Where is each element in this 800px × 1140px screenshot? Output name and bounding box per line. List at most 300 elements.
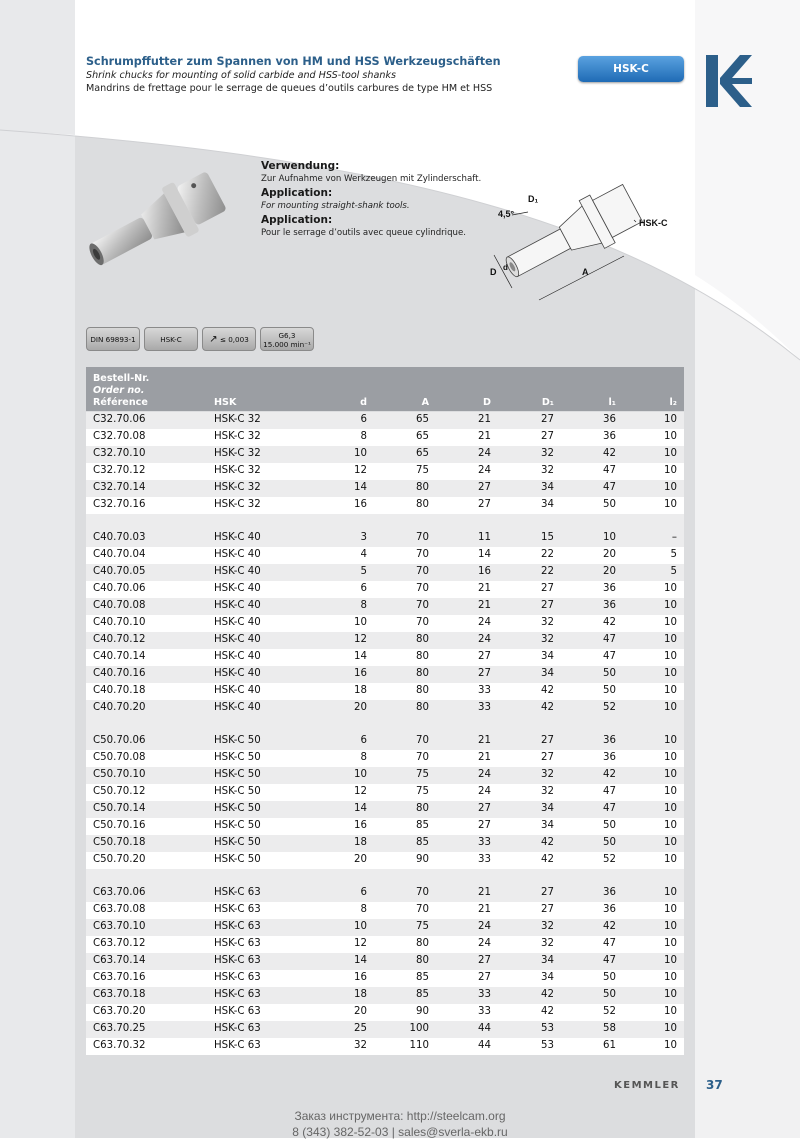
header-l2: l₂ — [669, 397, 677, 408]
big-d-value: 24 — [478, 617, 491, 628]
d1-value: 34 — [541, 651, 554, 662]
big-d-label: D — [490, 267, 497, 277]
d1-value: 27 — [541, 431, 554, 442]
big-d-value: 33 — [478, 837, 491, 848]
d1-value: 42 — [541, 854, 554, 865]
usage-heading-french: Application: — [261, 214, 333, 226]
l2-value: 10 — [664, 465, 677, 476]
table-row — [86, 530, 684, 547]
a-value: 70 — [416, 549, 429, 560]
d-value: 8 — [360, 904, 367, 915]
table-row — [86, 581, 684, 598]
d-value: 3 — [360, 532, 367, 543]
order-number: C32.70.12 — [93, 465, 146, 476]
title-english: Shrink chucks for mounting of solid carbide and HSS-tool shanks — [86, 70, 396, 81]
d-value: 12 — [354, 465, 367, 476]
l1-value: 50 — [603, 972, 616, 983]
table-row — [86, 700, 684, 717]
hsk-size: HSK-C 50 — [214, 769, 261, 780]
l2-value: 10 — [664, 921, 677, 932]
d1-value: 27 — [541, 752, 554, 763]
l2-value: 10 — [664, 482, 677, 493]
hsk-chip: HSK-C — [144, 327, 198, 351]
d-value: 20 — [354, 854, 367, 865]
big-d-value: 27 — [478, 668, 491, 679]
table-header — [86, 367, 684, 411]
l1-value: 42 — [603, 617, 616, 628]
l1-value: 50 — [603, 989, 616, 1000]
product-photo — [86, 160, 236, 280]
a-value: 70 — [416, 752, 429, 763]
order-number: C32.70.16 — [93, 499, 146, 510]
d1-value: 15 — [541, 532, 554, 543]
big-d-value: 21 — [478, 735, 491, 746]
d1-value: 34 — [541, 668, 554, 679]
hsk-size: HSK-C 32 — [214, 448, 261, 459]
big-d-value: 21 — [478, 600, 491, 611]
table-row — [86, 750, 684, 767]
big-d-value: 21 — [478, 904, 491, 915]
l2-value: 10 — [664, 617, 677, 628]
d1-value: 34 — [541, 803, 554, 814]
a-value: 80 — [416, 634, 429, 645]
a-value: 65 — [416, 414, 429, 425]
l1-value: 36 — [603, 431, 616, 442]
l1-value: 42 — [603, 921, 616, 932]
a-value: 75 — [416, 769, 429, 780]
header-a: A — [421, 397, 429, 408]
l2-value: 5 — [670, 566, 677, 577]
table-row — [86, 649, 684, 666]
hsk-size: HSK-C 40 — [214, 702, 261, 713]
l1-value: 36 — [603, 600, 616, 611]
d1-value: 32 — [541, 465, 554, 476]
order-number: C40.70.04 — [93, 549, 146, 560]
usage-heading-english: Application: — [261, 187, 333, 199]
l2-value: 10 — [664, 786, 677, 797]
d1-value: 42 — [541, 1006, 554, 1017]
order-number: C63.70.25 — [93, 1023, 146, 1034]
d1-value: 34 — [541, 482, 554, 493]
a-value: 80 — [416, 702, 429, 713]
footer-brand: KEMMLER — [614, 1080, 680, 1091]
d1-value: 32 — [541, 769, 554, 780]
order-number: C50.70.14 — [93, 803, 146, 814]
d1-value: 32 — [541, 448, 554, 459]
l1-value: 47 — [603, 482, 616, 493]
d-value: 6 — [360, 414, 367, 425]
d-value: 18 — [354, 837, 367, 848]
d-value: 18 — [354, 989, 367, 1000]
l2-value: 10 — [664, 735, 677, 746]
l1-value: 50 — [603, 668, 616, 679]
a-value: 85 — [416, 820, 429, 831]
order-number: C40.70.20 — [93, 702, 146, 713]
l2-value: 10 — [664, 685, 677, 696]
order-number: C32.70.08 — [93, 431, 146, 442]
table-row — [86, 1038, 684, 1055]
l1-value: 36 — [603, 414, 616, 425]
d-value: 10 — [354, 448, 367, 459]
d-value: 14 — [354, 955, 367, 966]
d-value: 5 — [360, 566, 367, 577]
footer-contact — [200, 1108, 600, 1140]
big-d-value: 21 — [478, 431, 491, 442]
balance-chip: G6,3 15.000 min⁻¹ — [260, 327, 314, 351]
hsk-size: HSK-C 63 — [214, 938, 261, 949]
d1-value: 27 — [541, 887, 554, 898]
hsk-size: HSK-C 63 — [214, 904, 261, 915]
a-value: 75 — [416, 921, 429, 932]
l2-value: 10 — [664, 651, 677, 662]
d-value: 16 — [354, 668, 367, 679]
d-value: 16 — [354, 972, 367, 983]
order-number: C50.70.12 — [93, 786, 146, 797]
big-d-value: 21 — [478, 414, 491, 425]
l2-value: 10 — [664, 904, 677, 915]
d-value: 6 — [360, 887, 367, 898]
table-row — [86, 733, 684, 750]
d-value: 10 — [354, 769, 367, 780]
hsk-size: HSK-C 40 — [214, 634, 261, 645]
order-number: C50.70.08 — [93, 752, 146, 763]
hsk-size: HSK-C 50 — [214, 820, 261, 831]
d1-value: 27 — [541, 600, 554, 611]
d1-value: 53 — [541, 1023, 554, 1034]
order-number: C40.70.12 — [93, 634, 146, 645]
group-separator — [86, 717, 684, 733]
table-row — [86, 902, 684, 919]
d-value: 25 — [354, 1023, 367, 1034]
l2-value: 10 — [664, 1023, 677, 1034]
d-value: 16 — [354, 499, 367, 510]
l2-value: 10 — [664, 583, 677, 594]
l1-value: 52 — [603, 1006, 616, 1017]
hsk-size: HSK-C 32 — [214, 499, 261, 510]
hsk-size: HSK-C 40 — [214, 668, 261, 679]
order-number: C32.70.14 — [93, 482, 146, 493]
hsk-size: HSK-C 50 — [214, 837, 261, 848]
arrow-icon: ↗ — [209, 334, 218, 345]
table-row — [86, 632, 684, 649]
big-d-value: 24 — [478, 938, 491, 949]
a-value: 85 — [416, 989, 429, 1000]
l1-value: 47 — [603, 786, 616, 797]
l2-value: 10 — [664, 499, 677, 510]
hsk-size: HSK-C 50 — [214, 786, 261, 797]
order-number: C63.70.08 — [93, 904, 146, 915]
big-d-value: 21 — [478, 887, 491, 898]
order-number: C63.70.10 — [93, 921, 146, 932]
table-row — [86, 598, 684, 615]
usage-heading-german: Verwendung: — [261, 160, 340, 172]
l1-value: 20 — [603, 549, 616, 560]
l2-value: 10 — [664, 938, 677, 949]
hsk-size: HSK-C 50 — [214, 735, 261, 746]
runout-chip: ↗ ≤ 0,003 — [202, 327, 256, 351]
a-value: 80 — [416, 803, 429, 814]
big-d-value: 27 — [478, 651, 491, 662]
l1-value: 50 — [603, 499, 616, 510]
big-d-value: 27 — [478, 803, 491, 814]
table-row — [86, 564, 684, 581]
big-d-value: 33 — [478, 685, 491, 696]
l2-value: 10 — [664, 769, 677, 780]
big-d-value: 16 — [478, 566, 491, 577]
order-number: C50.70.18 — [93, 837, 146, 848]
l1-value: 42 — [603, 448, 616, 459]
l2-value: 10 — [664, 820, 677, 831]
hsk-size: HSK-C 63 — [214, 989, 261, 1000]
order-number: C40.70.16 — [93, 668, 146, 679]
big-d-value: 27 — [478, 955, 491, 966]
hsk-size: HSK-C 40 — [214, 600, 261, 611]
l1-value: 36 — [603, 904, 616, 915]
order-number: C40.70.18 — [93, 685, 146, 696]
d-value: 12 — [354, 786, 367, 797]
table-row — [86, 480, 684, 497]
hsk-size: HSK-C 40 — [214, 566, 261, 577]
a-value: 80 — [416, 499, 429, 510]
big-d-value: 24 — [478, 634, 491, 645]
l1-value: 42 — [603, 769, 616, 780]
order-number: C40.70.08 — [93, 600, 146, 611]
order-number: C32.70.10 — [93, 448, 146, 459]
product-table — [86, 412, 684, 1055]
a-value: 80 — [416, 482, 429, 493]
d1-value: 27 — [541, 414, 554, 425]
order-number: C40.70.05 — [93, 566, 146, 577]
l1-value: 47 — [603, 651, 616, 662]
d1-value: 27 — [541, 735, 554, 746]
table-row — [86, 970, 684, 987]
order-number: C63.70.06 — [93, 887, 146, 898]
big-d-value: 24 — [478, 769, 491, 780]
big-d-value: 33 — [478, 989, 491, 1000]
big-d-value: 21 — [478, 752, 491, 763]
order-number: C40.70.06 — [93, 583, 146, 594]
d1-value: 34 — [541, 820, 554, 831]
l2-value: 10 — [664, 752, 677, 763]
l2-value: 10 — [664, 955, 677, 966]
hsk-size: HSK-C 40 — [214, 617, 261, 628]
d1-value: 27 — [541, 583, 554, 594]
table-row — [86, 987, 684, 1004]
order-number: C63.70.18 — [93, 989, 146, 1000]
big-d-value: 33 — [478, 702, 491, 713]
a-value: 70 — [416, 735, 429, 746]
big-d-value: 33 — [478, 1006, 491, 1017]
d1-value: 32 — [541, 617, 554, 628]
order-number: C63.70.14 — [93, 955, 146, 966]
d-value: 8 — [360, 600, 367, 611]
a-value: 80 — [416, 651, 429, 662]
order-number: C32.70.06 — [93, 414, 146, 425]
l1-value: 20 — [603, 566, 616, 577]
d-value: 12 — [354, 634, 367, 645]
d1-value: 32 — [541, 938, 554, 949]
table-row — [86, 767, 684, 784]
l2-value: 10 — [664, 431, 677, 442]
hsk-size: HSK-C 40 — [214, 651, 261, 662]
hsk-size: HSK-C 40 — [214, 685, 261, 696]
order-number: C63.70.16 — [93, 972, 146, 983]
hsk-size: HSK-C 32 — [214, 482, 261, 493]
l1-value: 52 — [603, 702, 616, 713]
l2-value: 5 — [670, 549, 677, 560]
group-separator — [86, 869, 684, 885]
big-d-value: 24 — [478, 786, 491, 797]
l2-value: 10 — [664, 1006, 677, 1017]
d-value: 6 — [360, 735, 367, 746]
d1-value: 42 — [541, 702, 554, 713]
table-row — [86, 885, 684, 902]
d-value: 4 — [360, 549, 367, 560]
big-d-value: 33 — [478, 854, 491, 865]
l2-value: 10 — [664, 803, 677, 814]
d1-value: 32 — [541, 921, 554, 932]
header-d1: D₁ — [541, 397, 554, 408]
big-d-value: 44 — [478, 1023, 491, 1034]
d-value: 14 — [354, 651, 367, 662]
order-number: C50.70.16 — [93, 820, 146, 831]
table-row — [86, 801, 684, 818]
hsk-label: HSK-C — [639, 218, 668, 228]
group-separator — [86, 514, 684, 530]
a-value: 70 — [416, 600, 429, 611]
l1-value: 50 — [603, 837, 616, 848]
l1-value: 50 — [603, 685, 616, 696]
a-value: 75 — [416, 786, 429, 797]
hsk-size: HSK-C 32 — [214, 414, 261, 425]
header-order-fr: Référence — [93, 397, 148, 408]
d-value: 20 — [354, 1006, 367, 1017]
l2-value: 10 — [664, 702, 677, 713]
big-d-value: 14 — [478, 549, 491, 560]
d-value: 20 — [354, 702, 367, 713]
d-value: 14 — [354, 482, 367, 493]
a-value: 85 — [416, 972, 429, 983]
a-value: 80 — [416, 668, 429, 679]
d1-value: 42 — [541, 837, 554, 848]
hsk-c-badge: HSK-C — [578, 56, 684, 82]
l2-value: 10 — [664, 600, 677, 611]
table-row — [86, 919, 684, 936]
table-row — [86, 936, 684, 953]
order-number: C63.70.12 — [93, 938, 146, 949]
table-row — [86, 463, 684, 480]
table-row — [86, 446, 684, 463]
l1-value: 47 — [603, 955, 616, 966]
table-row — [86, 547, 684, 564]
title-german: Schrumpffutter zum Spannen von HM und HSS Werkzeugschäften — [86, 55, 501, 68]
hsk-size: HSK-C 63 — [214, 955, 261, 966]
d-value: 8 — [360, 752, 367, 763]
usage-text-french: Pour le serrage d’outils avec queue cylindrique. — [261, 228, 466, 238]
small-d-label: d — [503, 263, 508, 272]
l1-value: 36 — [603, 887, 616, 898]
technical-drawing — [484, 160, 684, 302]
l2-value: 10 — [664, 837, 677, 848]
l1-value: 47 — [603, 634, 616, 645]
table-row — [86, 953, 684, 970]
d-value: 10 — [354, 921, 367, 932]
l1-value: 47 — [603, 465, 616, 476]
hsk-size: HSK-C 40 — [214, 583, 261, 594]
l2-value: 10 — [664, 854, 677, 865]
big-d-value: 11 — [478, 532, 491, 543]
din-chip: DIN 69893-1 — [86, 327, 140, 351]
l1-value: 61 — [603, 1040, 616, 1051]
big-d-value: 24 — [478, 921, 491, 932]
header-d: d — [360, 397, 367, 408]
l2-value: 10 — [664, 448, 677, 459]
table-row — [86, 818, 684, 835]
a-value: 75 — [416, 465, 429, 476]
hsk-size: HSK-C 50 — [214, 803, 261, 814]
order-number: C50.70.20 — [93, 854, 146, 865]
l2-value: 10 — [664, 972, 677, 983]
table-row — [86, 429, 684, 446]
title-block — [86, 54, 566, 95]
hsk-size: HSK-C 63 — [214, 1023, 261, 1034]
d1-value: 34 — [541, 955, 554, 966]
l2-value: – — [671, 532, 677, 543]
title-french: Mandrins de frettage pour le serrage de queues d’outils carbures de type HM et HSS — [86, 83, 493, 94]
a-value: 90 — [416, 854, 429, 865]
l2-value: 10 — [664, 989, 677, 1000]
hsk-size: HSK-C 63 — [214, 1006, 261, 1017]
a-value: 80 — [416, 938, 429, 949]
d-value: 32 — [354, 1040, 367, 1051]
l1-value: 52 — [603, 854, 616, 865]
a-value: 65 — [416, 431, 429, 442]
d1-label: D₁ — [528, 194, 539, 204]
page-number: 37 — [706, 1078, 723, 1092]
table-row — [86, 666, 684, 683]
header-l1: l₁ — [608, 397, 616, 408]
table-row — [86, 835, 684, 852]
table-row — [86, 615, 684, 632]
contact-line-1: Заказ инструмента: http://steelcam.org — [294, 1109, 506, 1123]
d1-value: 32 — [541, 786, 554, 797]
d1-value: 53 — [541, 1040, 554, 1051]
big-d-value: 24 — [478, 448, 491, 459]
a-value: 70 — [416, 887, 429, 898]
l1-value: 10 — [603, 532, 616, 543]
d-value: 18 — [354, 685, 367, 696]
l1-value: 36 — [603, 752, 616, 763]
order-number: C63.70.32 — [93, 1040, 146, 1051]
big-d-value: 27 — [478, 482, 491, 493]
table-row — [86, 1021, 684, 1038]
l2-value: 10 — [664, 634, 677, 645]
l1-value: 47 — [603, 938, 616, 949]
table-row — [86, 412, 684, 429]
hsk-size: HSK-C 50 — [214, 752, 261, 763]
a-value: 70 — [416, 532, 429, 543]
a-value: 70 — [416, 904, 429, 915]
l2-value: 10 — [664, 887, 677, 898]
table-row — [86, 1004, 684, 1021]
d-value: 14 — [354, 803, 367, 814]
d1-value: 42 — [541, 989, 554, 1000]
d-value: 8 — [360, 431, 367, 442]
l2-value: 10 — [664, 668, 677, 679]
order-number: C40.70.10 — [93, 617, 146, 628]
angle-label: 4,5° — [498, 209, 515, 219]
d1-value: 34 — [541, 972, 554, 983]
